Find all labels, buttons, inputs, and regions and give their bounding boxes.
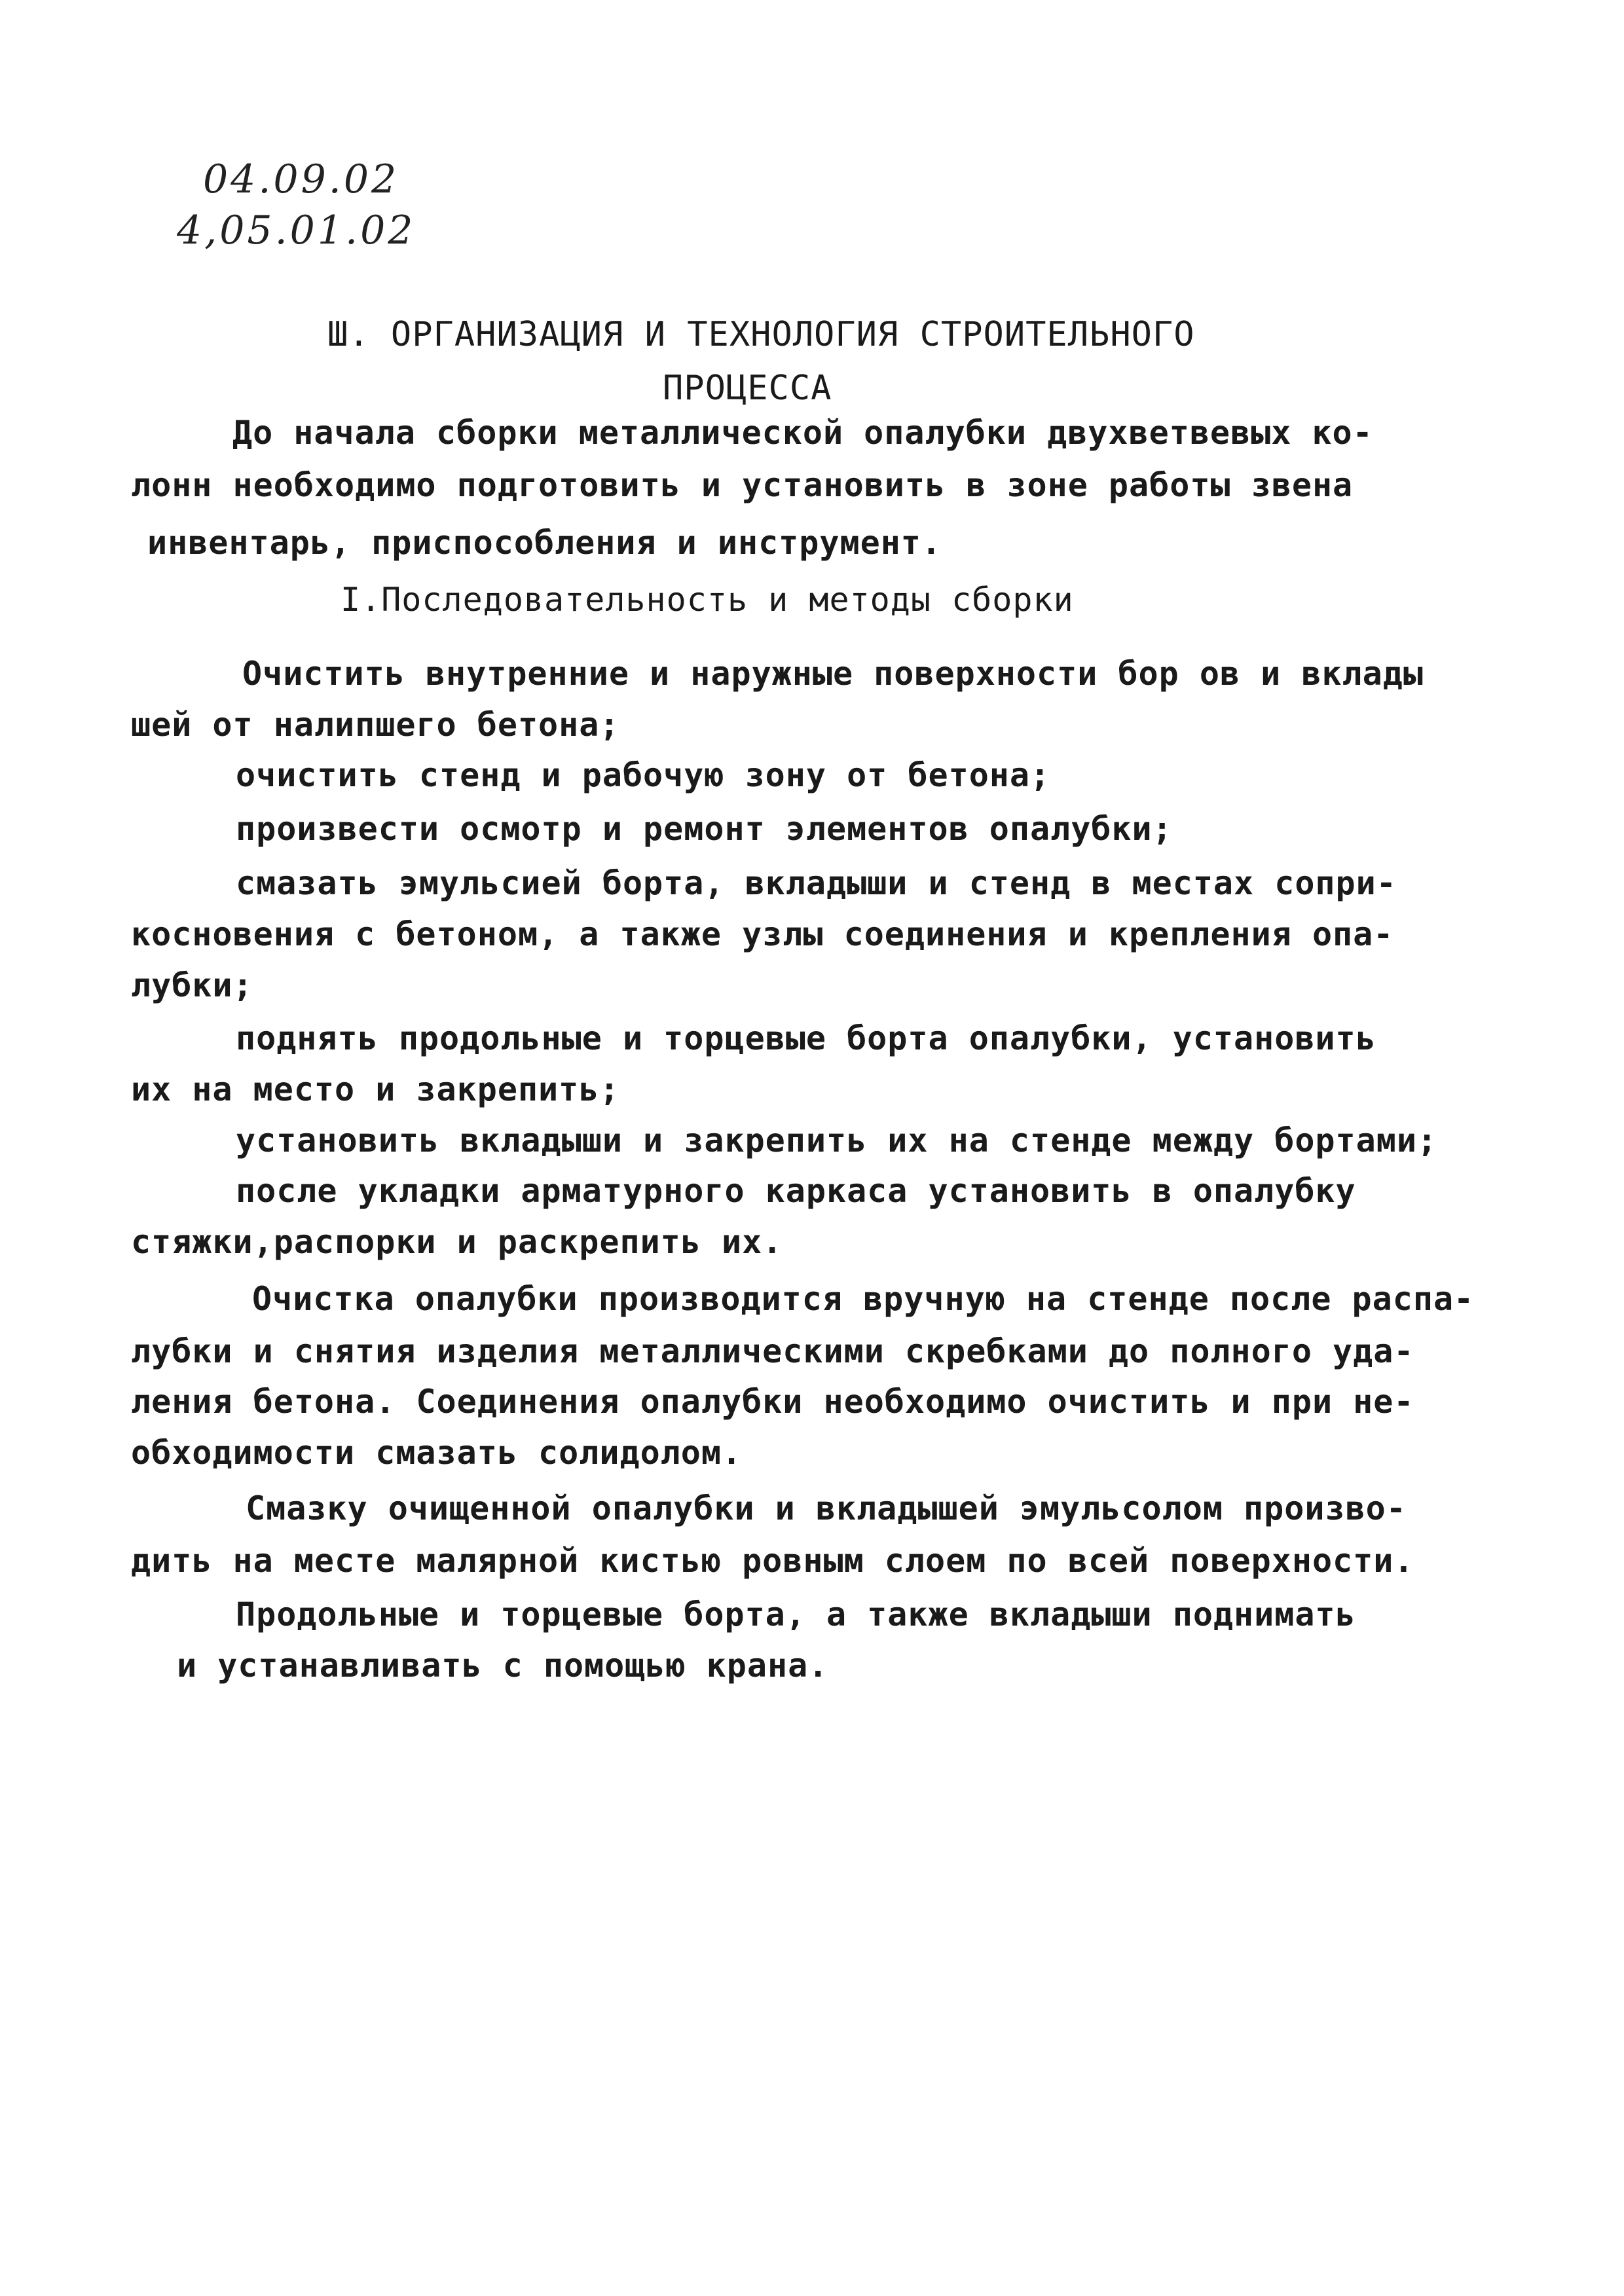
step-line: после укладки арматурного каркаса установить в опалубку bbox=[236, 1172, 1356, 1210]
step-line: лубки; bbox=[131, 966, 253, 1004]
intro-line: До начала сборки металлической опалубки двухветвевых ко- bbox=[232, 414, 1373, 452]
handwritten-code: 04.09.02 bbox=[203, 156, 399, 202]
subsection-title: I.Последовательность и методы сборки bbox=[341, 581, 1074, 619]
step-line: их на место и закрепить; bbox=[131, 1070, 620, 1108]
paragraph-line: ления бетона. Соединения опалубки необходимо очистить и при не- bbox=[131, 1383, 1414, 1421]
intro-line: лонн необходимо подготовить и установить в зоне работы звена bbox=[131, 466, 1354, 504]
step-line: установить вкладыши и закрепить их на стенде между бортами; bbox=[236, 1121, 1438, 1159]
step-line: Очистить внутренние и наружные поверхности бор ов и вклады bbox=[242, 655, 1424, 693]
paragraph-line: и устанавливать с помощью крана. bbox=[177, 1647, 829, 1685]
step-line: шей от налипшего бетона; bbox=[131, 706, 620, 744]
handwritten-codes bbox=[177, 154, 416, 256]
section-title-line: Ш. ОРГАНИЗАЦИЯ И ТЕХНОЛОГИЯ СТРОИТЕЛЬНОГО bbox=[327, 315, 1195, 354]
step-line: произвести осмотр и ремонт элементов опалубки; bbox=[236, 810, 1173, 848]
paragraph-line: Продольные и торцевые борта, а также вкладыши поднимать bbox=[236, 1595, 1356, 1633]
step-line: косновения с бетоном, а также узлы соединения и крепления опа- bbox=[131, 915, 1394, 953]
paragraph-line: лубки и снятия изделия металлическими скребками до полного уда- bbox=[131, 1332, 1414, 1370]
section-title-line: ПРОЦЕССА bbox=[663, 369, 832, 408]
section-title bbox=[327, 308, 1195, 415]
step-line: поднять продольные и торцевые борта опалубки, установить bbox=[236, 1019, 1376, 1057]
step-line: стяжки,распорки и раскрепить их. bbox=[131, 1223, 783, 1261]
step-line: смазать эмульсией борта, вкладыши и стенд в местах сопри- bbox=[236, 864, 1397, 902]
paragraph-line: дить на месте малярной кистью ровным слоем по всей поверхности. bbox=[131, 1542, 1414, 1580]
step-line: очистить стенд и рабочую зону от бетона; bbox=[236, 756, 1051, 794]
paragraph-line: Очистка опалубки производится вручную на стенде после распа- bbox=[252, 1280, 1475, 1318]
handwritten-code: 4,05.01.02 bbox=[177, 208, 416, 253]
intro-line: инвентарь, приспособления и инструмент. bbox=[147, 524, 942, 562]
paragraph-line: обходимости смазать солидолом. bbox=[131, 1434, 743, 1472]
paragraph-line: Смазку очищенной опалубки и вкладышей эмульсолом произво- bbox=[246, 1489, 1407, 1527]
